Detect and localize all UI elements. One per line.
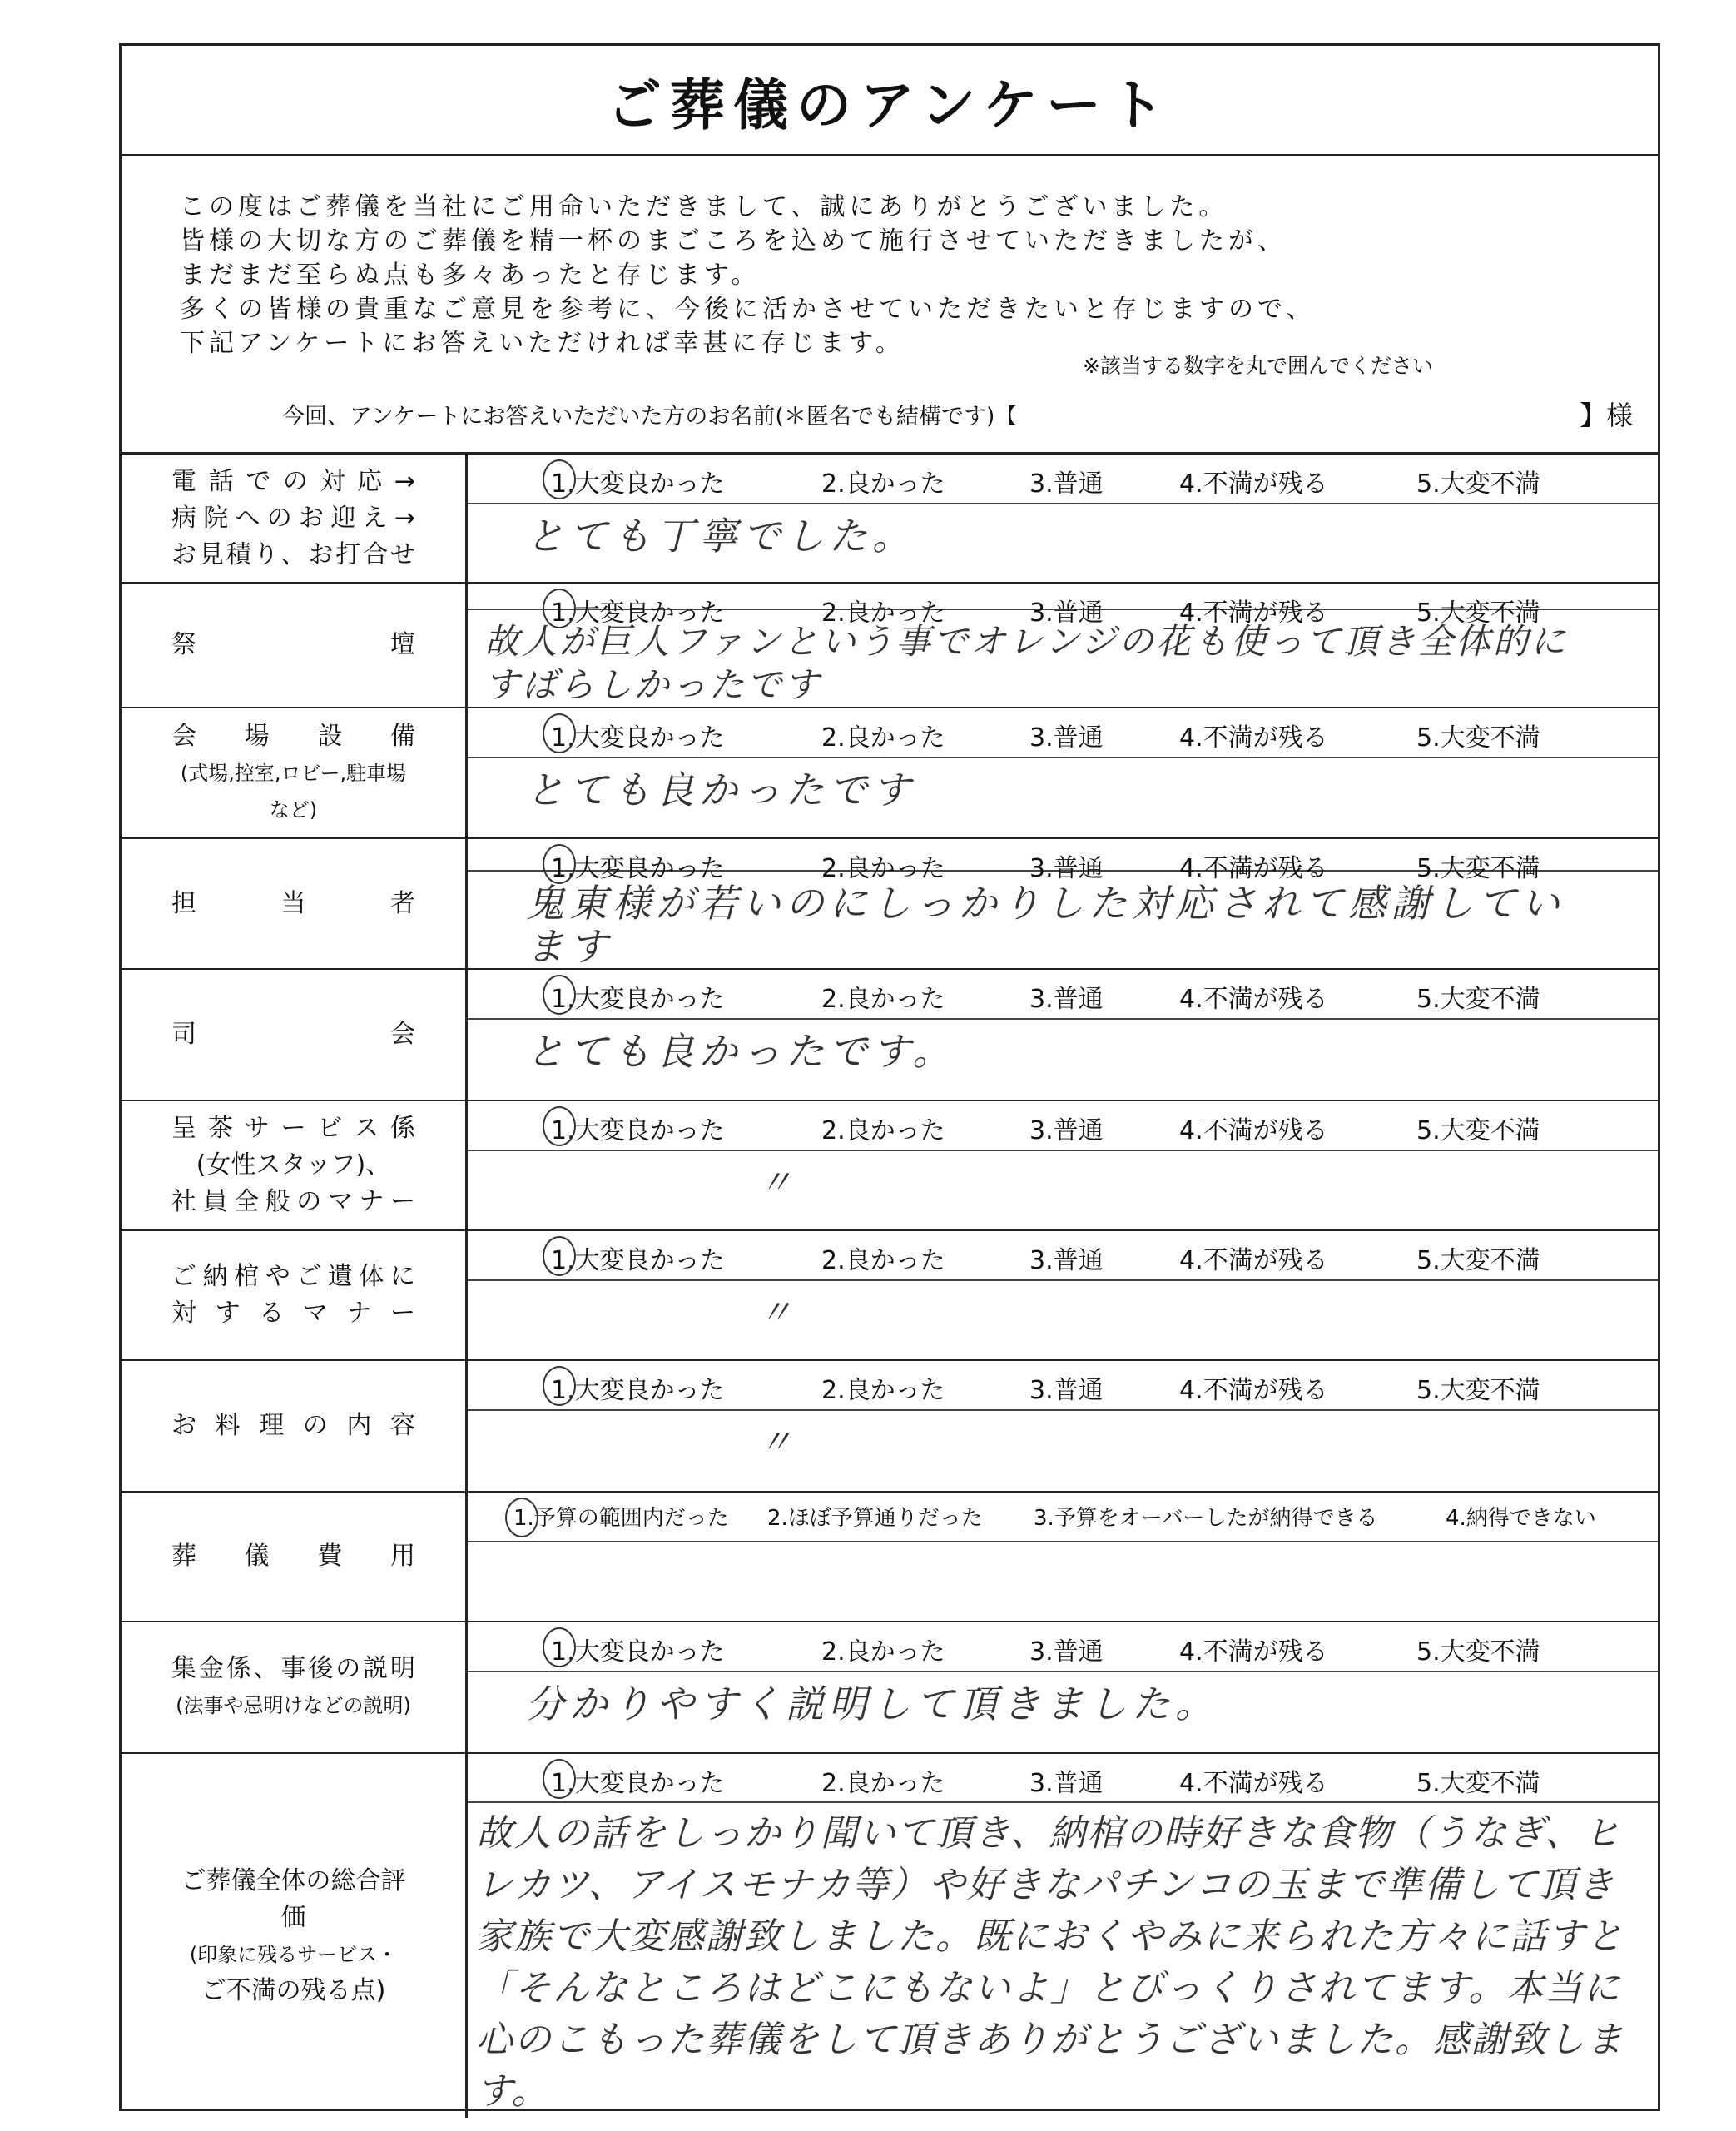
rating-option-1-selected[interactable]: 1.大変良かった xyxy=(551,463,725,499)
rating-option-4[interactable]: 4.不満が残る xyxy=(1179,854,1328,883)
answer-area xyxy=(468,839,1658,968)
rating-options xyxy=(468,1231,1658,1281)
intro-line: まだまだ至らぬ点も多々あったと存じます。 xyxy=(180,261,761,290)
label-line: お料理の内容 xyxy=(171,1411,415,1440)
rating-options xyxy=(468,1622,1658,1672)
label-line: 病院へのお迎え→ xyxy=(171,503,415,533)
rating-option-5[interactable]: 5.大変不満 xyxy=(1416,985,1540,1014)
rating-options xyxy=(468,708,1658,758)
rating-option-4[interactable]: 4.不満が残る xyxy=(1179,723,1328,753)
handwritten-comment[interactable]: 〃 xyxy=(759,1164,797,1202)
rating-option-4[interactable]: 4.納得できない xyxy=(1446,1506,1596,1531)
rating-option-2[interactable]: 2.良かった xyxy=(821,1116,945,1145)
rating-option-1-selected[interactable]: 1.大変良かった xyxy=(551,1631,725,1667)
handwritten-comment[interactable]: 〃 xyxy=(759,1294,797,1332)
name-prompt: 今回、アンケートにお答えいただいた方のお名前(＊匿名でも結構です)【 xyxy=(282,404,1018,430)
question-row-catering xyxy=(122,1361,1658,1493)
rating-option-4[interactable]: 4.不満が残る xyxy=(1179,1246,1328,1275)
rating-option-5[interactable]: 5.大変不満 xyxy=(1416,723,1540,753)
rating-option-1-selected[interactable]: 1.大変良かった xyxy=(551,978,725,1015)
rating-option-5[interactable]: 5.大変不満 xyxy=(1416,854,1540,883)
rating-option-4[interactable]: 4.不満が残る xyxy=(1179,1637,1328,1667)
label-line: (女性スタッフ)、 xyxy=(196,1150,391,1180)
answer-area xyxy=(468,1361,1658,1491)
handwritten-comment[interactable]: 鬼東様が若いのにしっかりした対応されて感謝しています xyxy=(526,881,1565,969)
rating-option-1-selected[interactable]: 1.大変良かった xyxy=(551,717,725,753)
handwritten-comment[interactable] xyxy=(468,1542,1658,1621)
rating-option-3[interactable]: 3.普通 xyxy=(1029,1376,1104,1405)
rating-option-5[interactable]: 5.大変不満 xyxy=(1416,1376,1540,1405)
label-line: 担当者 xyxy=(171,888,415,918)
question-label xyxy=(122,970,468,1100)
label-line: ご葬儀全体の総合評価 xyxy=(181,1865,406,1932)
rating-option-5[interactable]: 5.大変不満 xyxy=(1416,1116,1540,1145)
rating-option-1-selected[interactable]: 1.予算の範囲内だった xyxy=(513,1501,729,1532)
rating-option-5[interactable]: 5.大変不満 xyxy=(1416,469,1540,499)
question-row-altar xyxy=(122,584,1658,708)
handwritten-comment[interactable]: とても丁寧でした。 xyxy=(526,514,915,559)
rating-options xyxy=(468,1754,1658,1803)
question-row-staff-in-charge xyxy=(122,839,1658,970)
intro-line: 皆様の大切な方のご葬儀を精一杯のまごころを込めて施行させていただきましたが、 xyxy=(180,226,1287,256)
rating-option-2[interactable]: 2.良かった xyxy=(821,469,945,499)
question-label xyxy=(122,455,468,582)
rating-option-2[interactable]: 2.良かった xyxy=(821,1637,945,1667)
intro-line: 下記アンケートにお答えいただければ幸甚に存じます。 xyxy=(180,329,905,358)
label-line: 司会 xyxy=(171,1020,415,1049)
rating-option-5[interactable]: 5.大変不満 xyxy=(1416,1769,1540,1798)
rating-option-2[interactable]: 2.良かった xyxy=(821,1246,945,1275)
rating-option-2[interactable]: 2.良かった xyxy=(821,1769,945,1798)
rating-option-4[interactable]: 4.不満が残る xyxy=(1179,1116,1328,1145)
answer-area xyxy=(468,584,1658,707)
handwritten-comment[interactable]: 分かりやすく説明して頂きました。 xyxy=(526,1681,1218,1726)
handwritten-comment[interactable]: 故人が巨人ファンという事でオレンジの花も使って頂き全体的にすばらしかったです xyxy=(484,621,1569,705)
rating-option-5[interactable]: 5.大変不満 xyxy=(1416,599,1540,628)
rating-option-3[interactable]: 3.普通 xyxy=(1029,854,1104,883)
question-label xyxy=(122,1101,468,1229)
answer-area xyxy=(468,455,1658,582)
rating-option-3[interactable]: 3.予算をオーバーしたが納得できる xyxy=(1034,1506,1378,1531)
question-rows xyxy=(122,455,1658,2118)
handwritten-comment[interactable]: 〃 xyxy=(759,1423,797,1462)
handwritten-comment[interactable]: とても良かったです。 xyxy=(526,1029,956,1074)
rating-options xyxy=(468,1361,1658,1411)
rating-option-2[interactable]: 2.良かった xyxy=(821,723,945,753)
label-line: (式場,控室,ロビー,駐車場など) xyxy=(180,761,407,822)
question-label xyxy=(122,1361,468,1491)
question-label xyxy=(122,1493,468,1621)
answer-area xyxy=(468,1754,1658,2118)
question-row-encoffining-manners xyxy=(122,1231,1658,1361)
label-line: 電話での対応→ xyxy=(171,466,415,496)
label-line: ご納棺やご遺体に xyxy=(171,1262,415,1291)
question-label xyxy=(122,1231,468,1359)
answer-area xyxy=(468,708,1658,837)
question-row-overall-evaluation xyxy=(122,1754,1658,2118)
intro-line: この度はご葬儀を当社にご用命いただきまして、誠にありがとうございました。 xyxy=(180,192,1228,221)
rating-option-3[interactable]: 3.普通 xyxy=(1029,1637,1104,1667)
question-row-mc xyxy=(122,970,1658,1101)
rating-options xyxy=(468,970,1658,1020)
question-row-funeral-cost xyxy=(122,1493,1658,1622)
question-row-payment-explanation xyxy=(122,1622,1658,1754)
rating-option-4[interactable]: 4.不満が残る xyxy=(1179,1376,1328,1405)
rating-options xyxy=(468,1493,1658,1542)
question-label xyxy=(122,1622,468,1752)
answer-area xyxy=(468,1493,1658,1621)
rating-option-4[interactable]: 4.不満が残る xyxy=(1179,599,1328,628)
rating-options xyxy=(468,1101,1658,1151)
rating-option-1-selected[interactable]: 1.大変良かった xyxy=(551,1239,725,1276)
rating-option-2[interactable]: 2.良かった xyxy=(821,1376,945,1405)
rating-options xyxy=(468,584,1658,628)
label-line: ご不満の残る点) xyxy=(201,1975,386,2005)
label-line: 社員全般のマナー xyxy=(171,1187,415,1216)
intro-text xyxy=(180,190,1315,360)
label-line: 会場設備 xyxy=(171,721,415,751)
rating-option-5[interactable]: 5.大変不満 xyxy=(1416,1637,1540,1667)
rating-option-4[interactable]: 4.不満が残る xyxy=(1179,1769,1328,1798)
instruction-note: ※該当する数字を丸で囲んでください xyxy=(1083,354,1433,378)
question-row-venue-facilities xyxy=(122,708,1658,839)
label-line: お見積り、お打合せ xyxy=(171,539,415,569)
handwritten-comment[interactable]: とても良かったです xyxy=(526,767,915,812)
label-line: 祭壇 xyxy=(171,630,415,659)
rating-option-3[interactable]: 3.普通 xyxy=(1029,1116,1104,1145)
answer-area xyxy=(468,1622,1658,1752)
rating-option-1-selected[interactable]: 1.大変良かった xyxy=(551,1369,725,1406)
rating-option-1-selected[interactable]: 1.大変良かった xyxy=(551,1762,725,1799)
rating-option-1-selected[interactable]: 1.大変良かった xyxy=(551,592,725,628)
rating-option-2[interactable]: 2.ほぼ予算通りだった xyxy=(767,1506,983,1531)
question-label xyxy=(122,584,468,707)
answer-area xyxy=(468,1101,1658,1229)
rating-option-3[interactable]: 3.普通 xyxy=(1029,985,1104,1014)
intro-section xyxy=(122,156,1658,455)
answer-area xyxy=(468,1231,1658,1359)
rating-option-1-selected[interactable]: 1.大変良かった xyxy=(551,847,725,884)
question-label xyxy=(122,839,468,968)
label-line: 呈茶サービス係 xyxy=(171,1114,415,1143)
question-label xyxy=(122,708,468,837)
rating-option-3[interactable]: 3.普通 xyxy=(1029,469,1104,499)
question-label xyxy=(122,1754,468,2118)
rating-option-4[interactable]: 4.不満が残る xyxy=(1179,469,1328,499)
rating-option-2[interactable]: 2.良かった xyxy=(821,599,945,628)
answer-area xyxy=(468,970,1658,1100)
intro-line: 多くの皆様の貴重なご意見を参考に、今後に活かさせていただきたいと存じますので、 xyxy=(180,295,1316,324)
form-title: ご葬儀のアンケート xyxy=(122,46,1658,156)
rating-option-5[interactable]: 5.大変不満 xyxy=(1416,1246,1540,1275)
handwritten-comment[interactable]: 故人の話をしっかり聞いて頂き、納棺の時好きな食物（うなぎ、ヒレカツ、アイスモナカ等）や好きなパチンコの玉まで準備して頂き家族で大変感謝致しました。既におくやみに来られた方々に話すと「そんなところはどこにもないよ」とびっくりされてます。本当に心のこもった葬儀をして頂きありがとうございました。感謝致します。 xyxy=(476,1812,1624,2113)
rating-options xyxy=(468,455,1658,504)
rating-option-3[interactable]: 3.普通 xyxy=(1029,1769,1104,1798)
label-line: 対するマナー xyxy=(171,1299,415,1328)
survey-form xyxy=(119,43,1660,2111)
rating-option-3[interactable]: 3.普通 xyxy=(1029,1246,1104,1275)
rating-option-2[interactable]: 2.良かった xyxy=(821,985,945,1014)
rating-option-2[interactable]: 2.良かった xyxy=(821,854,945,883)
label-line: (法事や忌明けなどの説明) xyxy=(176,1694,411,1717)
question-row-tea-service xyxy=(122,1101,1658,1231)
name-suffix: 】様 xyxy=(1579,400,1633,431)
label-line: 集金係、事後の説明 xyxy=(171,1654,415,1683)
rating-option-3[interactable]: 3.普通 xyxy=(1029,599,1104,628)
rating-options xyxy=(468,839,1658,883)
label-line: (印象に残るサービス・ xyxy=(189,1942,398,1966)
rating-option-1-selected[interactable]: 1.大変良かった xyxy=(551,1110,725,1146)
question-row-phone-reception xyxy=(122,455,1658,584)
rating-option-4[interactable]: 4.不満が残る xyxy=(1179,985,1328,1014)
label-line: 葬儀費用 xyxy=(171,1542,415,1571)
rating-option-3[interactable]: 3.普通 xyxy=(1029,723,1104,753)
